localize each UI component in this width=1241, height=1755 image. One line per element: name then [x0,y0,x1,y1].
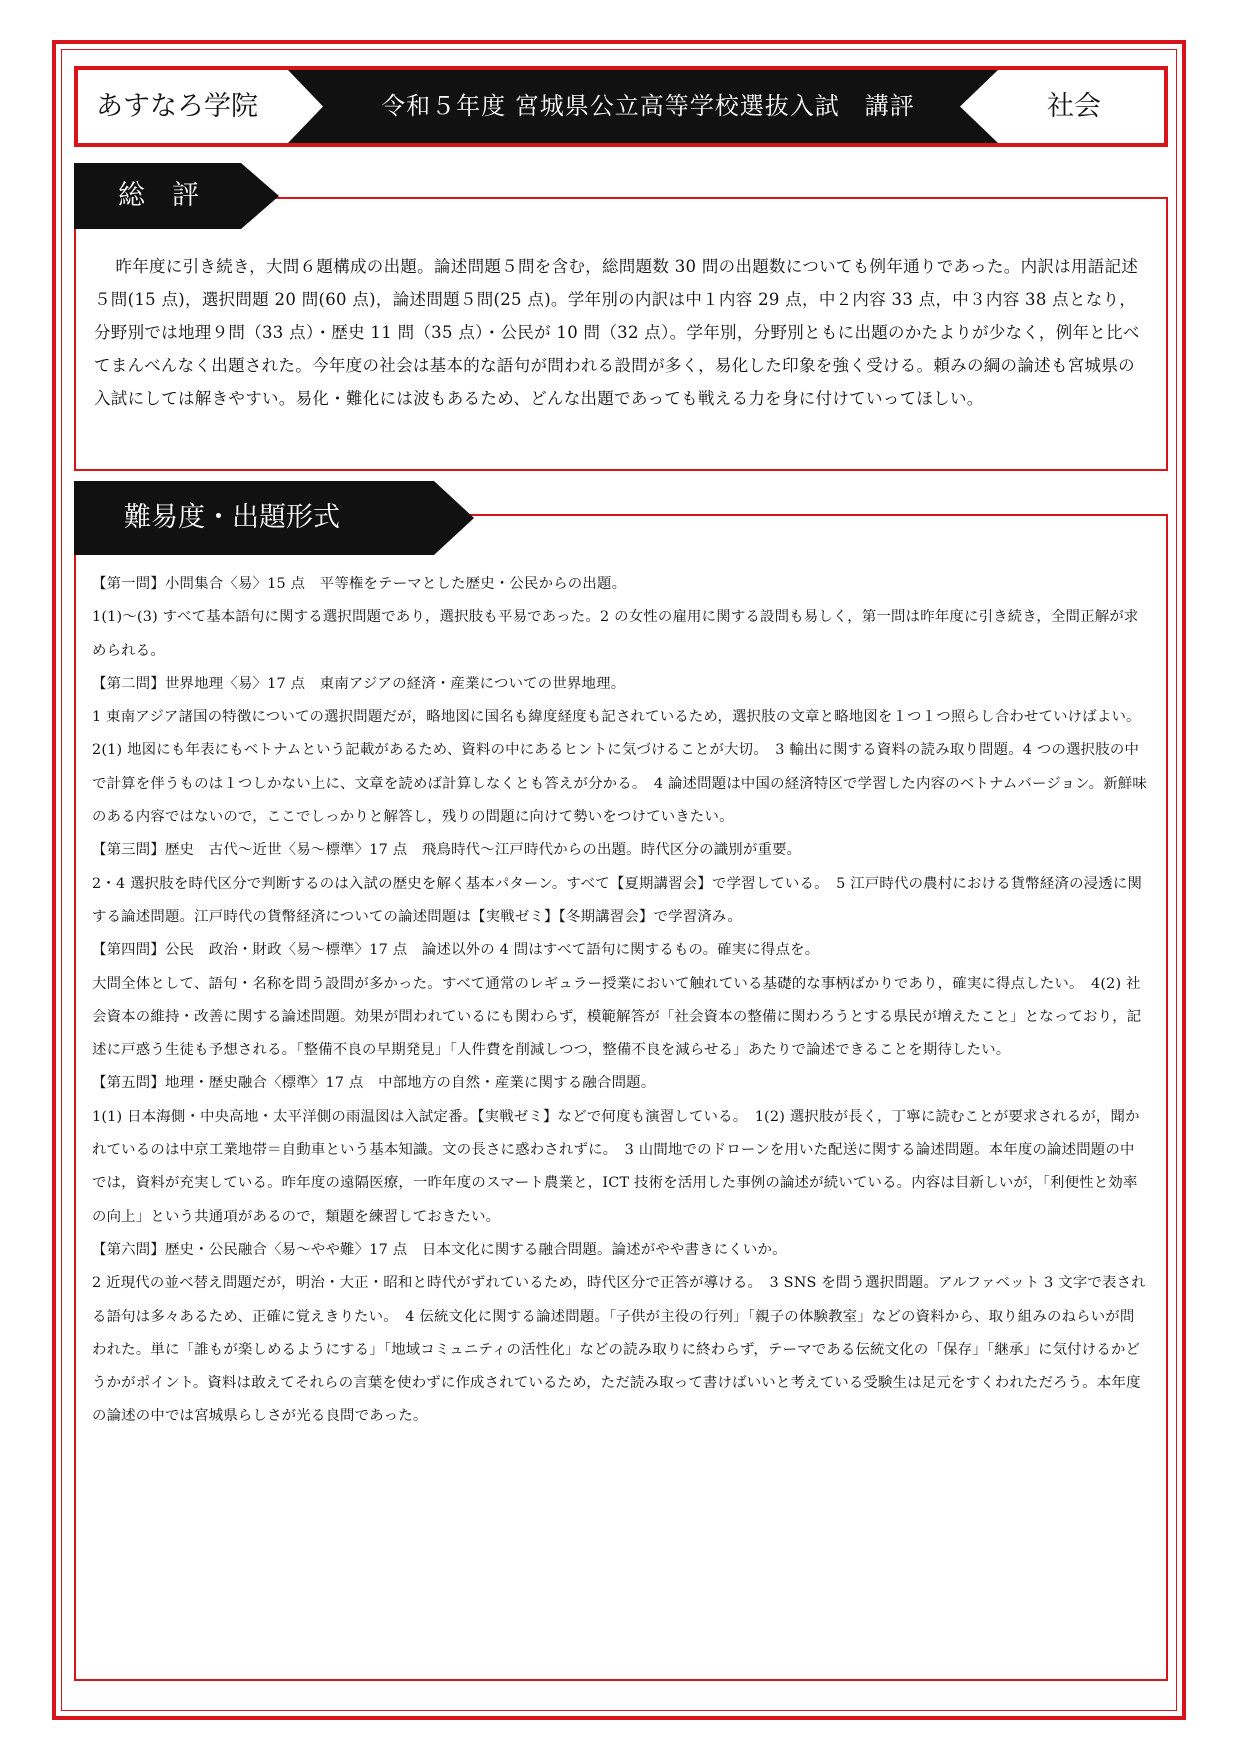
summary-heading-tab [74,163,279,229]
difficulty-heading-tab [74,481,474,555]
question-detail: 2 近現代の並べ替え問題だが，明治・大正・昭和と時代がずれているため，時代区分で正答が導ける。 3 SNS を問う選択問題。アルファベット 3 文字で表される語句は多々あるため、正確に覚えきりたい。 4 伝統文化に関する論述問題。「子供が主役の行列」「親子の体験教室」などの資料から、取り組みのねらいが問われた。単に「誰もが楽しめるようにする」「地域コミュニティの活性化」などの読み取りに終わらず，テーマである伝統文化の「保存」「継承」に気付けるかどうかがポイント。資料は敢えてそれらの言葉を使わずに作成されているため，ただ読み取って書けばいいと考えている受験生は足元をすくわれただろう。本年度の論述の中では宮城県らしさが光る良問であった。 [92,1275,1146,1425]
question-heading: 【第六問】歴史・公民融合〈易～やや難〉17 点 日本文化に関する融合問題。論述がやや書きにくいか。 [92,1241,787,1258]
question-detail: 1 東南アジア諸国の特徴についての選択問題だが，略地図に国名も緯度経度も記されているため，選択肢の文章と略地図を１つ１つ照らし合わせていけばよい。 2(1) 地図にも年表にもベトナムという記載があるため、資料の中にあるヒントに気づけることが大切。 3 輸出に関する資料の読み取り問題。4 つの選択肢の中で計算を伴うものは１つしかない上に、文章を読めば計算しなくとも答えが分かる。 4 論述問題は中国の経済特区で学習した内容のベトナムバージョン。新鮮味のある内容ではないので，ここでしっかりと解答し，残りの問題に向けて勢いをつけていきたい。 [92,709,1149,826]
question-detail: 大問全体として、語句・名称を問う設問が多かった。すべて通常のレギュラー授業において触れている基礎的な事柄ばかりであり，確実に得点したい。 4(2) 社会資本の維持・改善に関する論述問題。効果が問われているにも関わらず，模範解答が「社会資本の整備に関わろうとする県民が増えたこと」となっており，記述に戸惑う生徒も予想される。「整備不良の早期発見」「人件費を削減しつつ，整備不良を減らせる」あたりで論述できることを期待したい。 [92,975,1142,1059]
question-heading: 【第四問】公民 政治・財政〈易～標準〉17 点 論述以外の 4 問はすべて語句に関するもの。確実に得点を。 [92,942,820,959]
question-detail: 2・4 選択肢を時代区分で判断するのは入試の歴史を解く基本パターン。すべて【夏期講習会】で学習している。 5 江戸時代の農村における貨幣経済の浸透に関する論述問題。江戸時代の貨幣経済についての論述問題は【実戦ゼミ】【冬期講習会】で学習済み。 [92,875,1143,925]
summary-paragraph: 昨年度に引き続き，大問６題構成の出題。論述問題５問を含む，総問題数 30 問の出題数についても例年通りであった。内訳は用語記述５問(15 点)，選択問題 20 問(60 点)，論述問題５問(25 点)。学年別の内訳は中１内容 29 点，中２内容 33 点，中３内容 38 点となり，分野別では地理９問（33 点）・歴史 11 問（35 点）・公民が 10 問（32 点）。学年別，分野別ともに出題のかたよりが少なく，例年と比べてまんべんなく出題された。今年度の社会は基本的な語句が問われる設問が多く，易化した印象を強く受ける。頼みの綱の論述も宮城県の入試にしては解きやすい。易化・難化には波もあるため、どんな出題であっても戦える力を身に付けていってほしい。 [94,257,1140,408]
header-band [74,66,1168,147]
question-heading: 【第三問】歴史 古代～近世〈易～標準〉17 点 飛鳥時代～江戸時代からの出題。時代区分の識別が重要。 [92,842,802,859]
school-name: あすなろ学院 [96,91,258,122]
question-detail: 1(1) 日本海側・中央高地・太平洋側の雨温図は入試定番。【実戦ゼミ】などで何度も演習している。 1(2) 選択肢が長く，丁寧に読むことが要求されるが，聞かれているのは中京工業地帯＝自動車という基本知識。文の長さに惑わされずに。 3 山間地でのドローンを用いた配送に関する論述問題。本年度の論述問題の中では，資料が充実している。昨年度の遠隔医療，一昨年度のスマート農業と，ICT 技術を活用した事例の論述が続いている。内容は目新しいが，「利便性と効率の向上」という共通項があるので，類題を練習しておきたい。 [92,1108,1140,1225]
question-heading: 【第二問】世界地理〈易〉17 点 東南アジアの経済・産業についての世界地理。 [92,675,626,692]
page-title: 令和５年度 宮城県公立高等学校選抜入試 講評 [381,92,915,120]
question-detail: 1(1)～(3) すべて基本語句に関する選択問題であり，選択肢も平易であった。2 の女性の雇用に関する設問も易しく，第一問は昨年度に引き続き，全問正解が求められる。 [92,609,1139,659]
question-heading: 【第五問】地理・歴史融合〈標準〉17 点 中部地方の自然・産業に関する融合問題。 [92,1075,656,1092]
difficulty-heading: 難易度・出題形式 [124,502,340,533]
difficulty-text [92,568,1147,1434]
question-heading: 【第一問】小問集合〈易〉15 点 平等権をテーマとした歴史・公民からの出題。 [92,576,627,592]
summary-heading: 総 評 [118,180,199,211]
summary-text [94,250,1144,415]
subject-label: 社会 [1047,91,1101,122]
